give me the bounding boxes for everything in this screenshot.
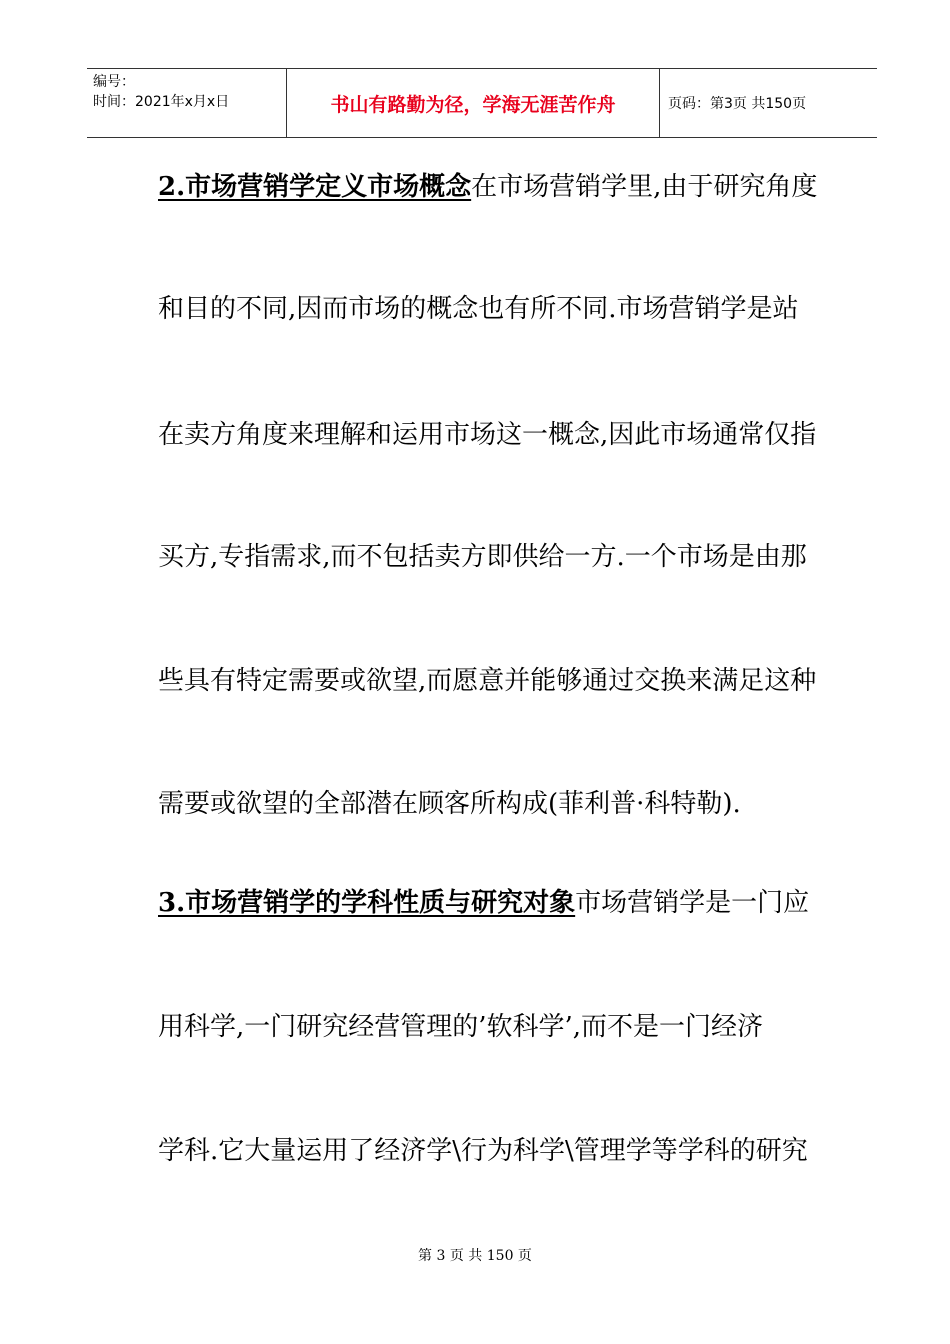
- paragraph-line: 些具有特定需要或欲望,而愿意并能够通过交换来满足这种: [158, 666, 817, 696]
- section-heading-3: 3.市场营销学的学科性质与研究对象: [158, 888, 576, 918]
- page-header: [87, 68, 877, 138]
- paragraph-line: [158, 170, 818, 204]
- section-heading-2: 2.市场营销学定义市场概念: [158, 172, 472, 202]
- header-page-info: [660, 69, 877, 137]
- section-text: 在市场营销学里,由于研究角度: [471, 172, 818, 202]
- page-footer: [0, 1245, 950, 1265]
- footer-page-number: 第 3 页 共 150 页: [418, 1248, 532, 1264]
- header-meta: [87, 69, 287, 137]
- page-info-text: 页码：第3页 共150页: [668, 96, 807, 112]
- paragraph-line: [158, 886, 808, 920]
- paragraph-line: 学科.它大量运用了经济学\行为科学\管理学等学科的研究: [158, 1136, 808, 1166]
- paragraph-line: 和目的不同,因而市场的概念也有所不同.市场营销学是站: [158, 294, 799, 324]
- serial-number-label: 编号：: [93, 74, 135, 90]
- paragraph-line: 需要或欲望的全部潜在顾客所构成(菲利普·科特勒).: [158, 789, 741, 819]
- paragraph-line: 用科学,一门研究经营管理的’软科学’,而不是一门经济: [158, 1012, 764, 1042]
- header-motto-cell: [287, 69, 660, 137]
- motto-text: 书山有路勤为径，学海无涯苦作舟: [330, 93, 616, 116]
- paragraph-line: 在卖方角度来理解和运用市场这一概念,因此市场通常仅指: [158, 420, 817, 450]
- paragraph-line: 买方,专指需求,而不包括卖方即供给一方.一个市场是由那: [158, 542, 807, 572]
- section-text: 市场营销学是一门应: [575, 888, 810, 918]
- date-label: 时间：2021年x月x日: [93, 94, 230, 110]
